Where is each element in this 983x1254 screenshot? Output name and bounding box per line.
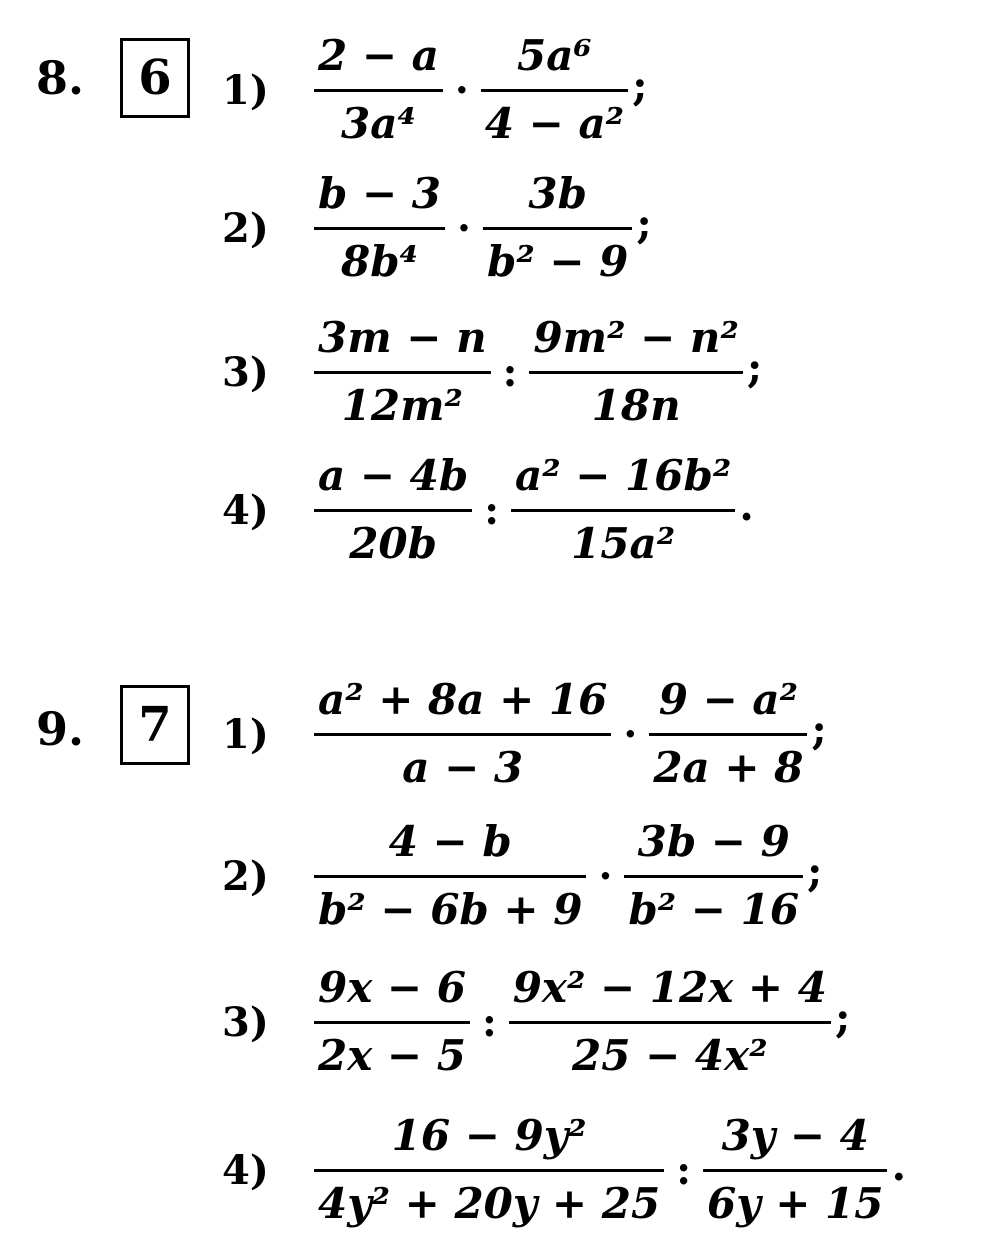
fraction [703,1108,888,1232]
fraction [314,166,445,290]
operator: : [481,998,497,1046]
item-label: 1) [222,66,269,114]
operator: · [457,204,471,252]
item-label: 2) [222,852,269,900]
difficulty-box: 6 [120,38,190,118]
problem-number: 8. [36,51,85,105]
denominator: 2x − 5 [318,1030,466,1080]
operator: : [676,1146,691,1194]
operator: · [623,710,638,758]
denominator: 4 − a² [484,98,625,148]
fraction [509,960,831,1084]
exercise-item [222,28,648,152]
fraction [649,672,807,796]
exercise-item [222,448,754,572]
denominator: 6y + 15 [706,1178,884,1228]
denominator: 18n [591,380,681,430]
item-label: 3) [222,998,269,1046]
item-label: 3) [222,348,269,396]
item-label: 4) [222,486,269,534]
fraction [314,448,472,572]
denominator: 12m² [341,380,463,430]
fraction [314,310,491,434]
exercise-item [222,672,827,796]
denominator: 4y² + 20y + 25 [318,1178,661,1228]
item-label: 2) [222,204,269,252]
fraction [483,166,632,290]
denominator: b² − 16 [628,884,800,934]
numerator: 9 − a² [658,675,798,724]
problem-number: 9. [36,702,85,756]
fraction [511,448,735,572]
punctuation: ; [746,343,763,393]
fraction [529,310,742,434]
punctuation: . [739,481,754,531]
fraction [314,960,470,1084]
denominator: 20b [349,518,438,568]
operator: : [484,486,500,534]
denominator: b² − 9 [486,236,629,286]
operator: · [454,66,469,114]
exercise-item [222,1108,906,1232]
punctuation: ; [636,199,652,249]
denominator: a − 3 [402,742,524,792]
punctuation: ; [807,847,823,897]
numerator: a² + 8a + 16 [318,675,608,724]
difficulty-box: 7 [120,685,190,765]
numerator: 4 − b [388,817,512,866]
numerator: a² − 16b² [515,451,732,500]
fraction [314,814,586,938]
numerator: 3b − 9 [637,817,790,866]
numerator: 9x² − 12x + 4 [512,963,827,1012]
punctuation: . [891,1141,907,1191]
fraction [314,1108,664,1232]
punctuation: ; [632,61,648,111]
numerator: 9m² − n² [533,313,739,362]
denominator: 8b⁴ [341,236,419,286]
denominator: 2a + 8 [653,742,804,792]
operator: · [598,852,613,900]
numerator: 3b [528,169,587,218]
denominator: b² − 6b + 9 [318,884,583,934]
fraction [481,28,628,152]
punctuation: ; [811,705,827,755]
numerator: a − 4b [318,451,469,500]
denominator: 25 − 4x² [572,1030,768,1080]
operator: : [502,348,518,396]
item-label: 4) [222,1146,269,1194]
exercise-item [222,166,652,290]
exercise-item [222,310,762,434]
numerator: 5a⁶ [517,31,592,80]
numerator: 2 − a [318,31,439,80]
numerator: b − 3 [318,169,442,218]
denominator: 3a⁴ [341,98,416,148]
exercise-item [222,960,850,1084]
numerator: 3y − 4 [721,1111,869,1160]
numerator: 16 − 9y² [391,1111,587,1160]
fraction [624,814,803,938]
punctuation: ; [834,993,851,1043]
numerator: 3m − n [318,313,487,362]
item-label: 1) [222,710,269,758]
fraction [314,28,443,152]
fraction [314,672,611,796]
exercise-item [222,814,823,938]
denominator: 15a² [571,518,676,568]
numerator: 9x − 6 [318,963,466,1012]
